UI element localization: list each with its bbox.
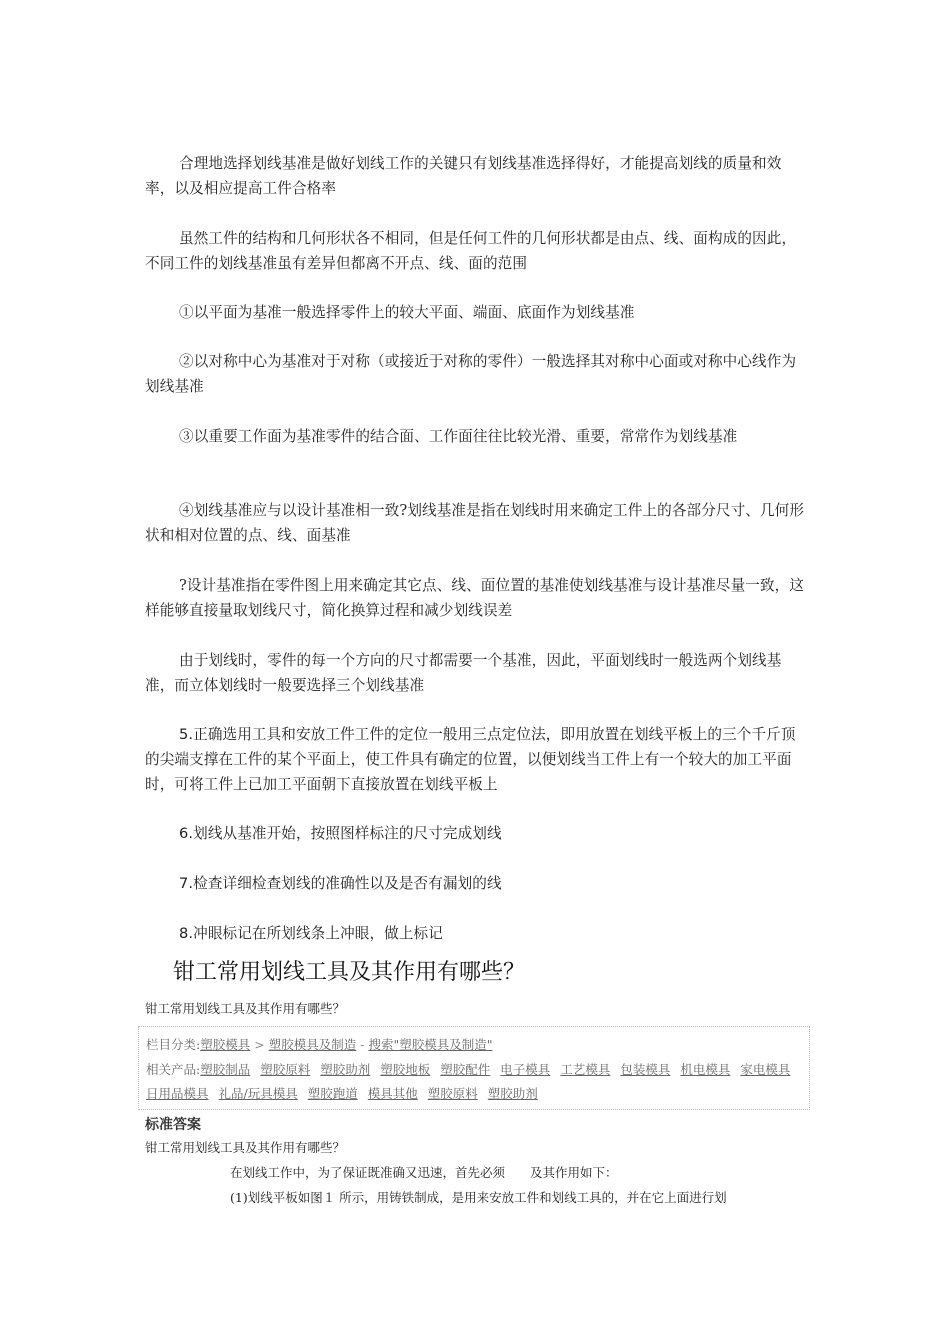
step-number: 6. bbox=[179, 825, 194, 842]
related-product-link[interactable]: 塑胶助剂 bbox=[320, 1061, 371, 1077]
related-product-link[interactable]: 塑胶助剂 bbox=[487, 1086, 538, 1101]
step-number: 8. bbox=[179, 925, 194, 942]
category-row bbox=[146, 1033, 803, 1058]
related-product-link[interactable]: 包装模具 bbox=[620, 1061, 671, 1077]
related-product-link[interactable]: 工艺模具 bbox=[560, 1061, 611, 1077]
breadcrumb-dash: - bbox=[360, 1037, 365, 1052]
category-box bbox=[138, 1026, 810, 1110]
breadcrumb-separator: > bbox=[254, 1037, 265, 1052]
related-products-row bbox=[146, 1058, 803, 1107]
related-product-link[interactable]: 礼品/玩具模具 bbox=[218, 1086, 298, 1101]
sub-heading: 钳工常用划线工具及其作用有哪些？ bbox=[145, 1001, 346, 1016]
paragraph: 6.划线从基准开始，按照图样标注的尺寸完成划线 bbox=[179, 825, 502, 842]
related-product-link[interactable]: 塑胶原料 bbox=[260, 1061, 311, 1077]
related-product-link[interactable]: 塑胶配件 bbox=[440, 1061, 491, 1077]
related-product-link[interactable]: 塑胶原料 bbox=[427, 1086, 478, 1101]
paragraph: ④划线基准应与以设计基准相一致?划线基准是指在划线时用来确定工件上的各部分尺寸、几何形状和相对位置的点、线、面基准 bbox=[145, 502, 805, 544]
paragraph: ?设计基准指在零件图上用来确定其它点、线、面位置的基准使划线基准与设计基准尽量一致，这样能够直接量取划线尺寸，简化换算过程和减少划线误差 bbox=[145, 577, 805, 619]
category-link-plastic-molds[interactable]: 塑胶模具 bbox=[200, 1037, 251, 1052]
related-product-link[interactable]: 家电模具 bbox=[740, 1061, 791, 1077]
category-label: 栏目分类: bbox=[146, 1037, 201, 1052]
related-product-link[interactable]: 电子模具 bbox=[500, 1061, 551, 1077]
category-link-molds-manufacturing[interactable]: 塑胶模具及制造 bbox=[268, 1037, 357, 1052]
related-label: 相关产品: bbox=[146, 1061, 201, 1077]
step-number: 5. bbox=[179, 726, 194, 743]
paragraph: ①以平面为基准一般选择零件上的较大平面、端面、底面作为划线基准 bbox=[179, 304, 635, 321]
paragraph: 虽然工件的结构和几何形状各不相同，但是任何工件的几何形状都是由点、线、面构成的因此，不同工件的划线基准虽有差异但都离不开点、线、面的范围 bbox=[145, 230, 797, 272]
paragraph: 合理地选择划线基准是做好划线工作的关键只有划线基准选择得好，才能提高划线的质量和效率，以及相应提高工件合格率 bbox=[145, 155, 782, 197]
paragraph: 5.正确选用工具和安放工件工件的定位一般用三点定位法，即用放置在划线平板上的三个千斤顶的尖端支撑在工件的某个平面上，使工件具有确定的位置，以便划线当工件上有一个较大的加工平面时，可将工件上已加工平面朝下直接放置在划线平板上 bbox=[145, 726, 796, 793]
answer-line: (1)划线平板如图１ 所示，用铸铁制成，是用来安放工件和划线工具的，并在它上面进行划 bbox=[230, 1190, 727, 1205]
paragraph: ③以重要工作面为基准零件的结合面、工作面往往比较光滑、重要，常常作为划线基准 bbox=[179, 428, 738, 445]
paragraph: 由于划线时，零件的每一个方向的尺寸都需要一个基准，因此，平面划线时一般选两个划线基准，而立体划线时一般要选择三个划线基准 bbox=[145, 652, 782, 694]
step-number: 7. bbox=[179, 875, 194, 892]
paragraph: ②以对称中心为基准对于对称（或接近于对称的零件）一般选择其对称中心面或对称中心线作为划线基准 bbox=[145, 353, 797, 395]
related-product-link[interactable]: 日用品模具 bbox=[146, 1086, 209, 1101]
answer-question: 钳工常用划线工具及其作用有哪些？ bbox=[145, 1140, 346, 1155]
paragraph: 7.检查详细检查划线的准确性以及是否有漏划的线 bbox=[179, 875, 502, 892]
related-product-link[interactable]: 塑胶制品 bbox=[200, 1061, 251, 1077]
related-product-link[interactable]: 塑胶跑道 bbox=[307, 1086, 358, 1101]
related-product-link[interactable]: 塑胶地板 bbox=[380, 1061, 431, 1077]
section-heading: 钳工常用划线工具及其作用有哪些？ bbox=[173, 960, 526, 985]
paragraph: 8.冲眼标记在所划线条上冲眼，做上标记 bbox=[179, 925, 443, 942]
answer-title: 标准答案 bbox=[145, 1117, 201, 1133]
related-product-link[interactable]: 机电模具 bbox=[680, 1061, 731, 1077]
search-link[interactable]: 搜索"塑胶模具及制造" bbox=[368, 1037, 493, 1052]
related-product-link[interactable]: 模具其他 bbox=[367, 1086, 418, 1101]
answer-line: 在划线工作中，为了保证既准确又迅速，首先必须 及其作用如下： bbox=[230, 1165, 618, 1180]
